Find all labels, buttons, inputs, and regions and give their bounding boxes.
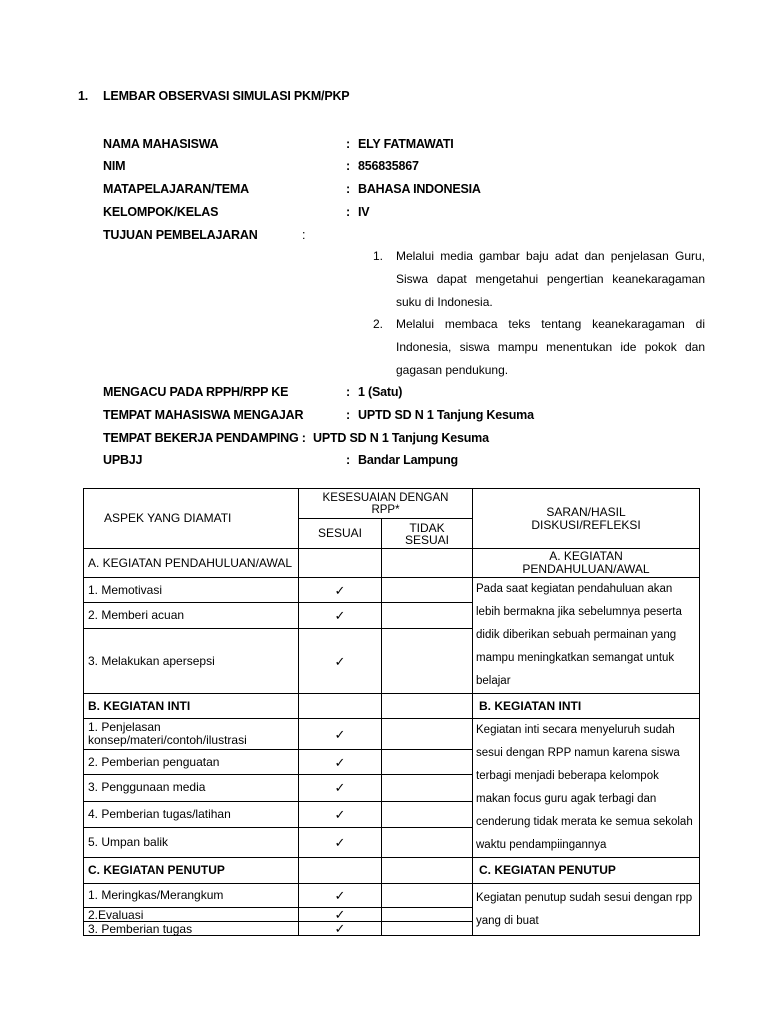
empty-cell — [382, 629, 473, 694]
sep-nama: : — [346, 137, 350, 151]
empty-cell — [382, 801, 473, 827]
label-upbjj: UPBJJ — [103, 453, 143, 467]
table-row-label: 3. Pemberian tugas — [84, 922, 299, 936]
empty-cell — [382, 908, 473, 922]
objective-number: 2. — [373, 317, 384, 331]
value-tempat-mengajar: UPTD SD N 1 Tanjung Kesuma — [358, 408, 534, 422]
objective-text: Melalui membaca teks tentang keanekaragaman di Indonesia, siswa mampu menentukan ide pokok dan gagasan pendukung. — [396, 317, 705, 377]
header-tidak-sesuai: TIDAK SESUAI — [382, 519, 473, 549]
section-c-saran-title: C. KEGIATAN PENUTUP — [473, 858, 700, 884]
value-nim: 856835867 — [358, 159, 419, 173]
table-row-label: 1. Penjelasan konsep/materi/contoh/ilustrasi — [84, 719, 299, 750]
objective-number: 1. — [373, 249, 384, 263]
value-nama: ELY FATMAWATI — [358, 137, 454, 151]
empty-cell — [299, 858, 382, 884]
sep-kelas: : — [346, 205, 350, 219]
section-a-title: A. KEGIATAN PENDAHULUAN/AWAL — [84, 549, 299, 578]
empty-cell — [382, 858, 473, 884]
label-rpp: MENGACU PADA RPPH/RPP KE — [103, 385, 289, 399]
sep-tempat-mengajar: : — [346, 408, 350, 422]
table-row-label: 2.Evaluasi — [84, 908, 299, 922]
observation-table — [83, 488, 700, 936]
sep-nim: : — [346, 159, 350, 173]
sep-rpp: : — [346, 385, 350, 399]
sep-mapel: : — [346, 182, 350, 196]
label-nim: NIM — [103, 159, 126, 173]
label-mapel: MATAPELAJARAN/TEMA — [103, 182, 249, 196]
section-b-title: B. KEGIATAN INTI — [84, 694, 299, 719]
check-icon: ✓ — [299, 719, 382, 750]
objective-item — [373, 245, 705, 314]
value-rpp: 1 (Satu) — [358, 385, 403, 399]
section-c-saran: Kegiatan penutup sudah sesui dengan rpp yang di buat — [473, 884, 700, 936]
empty-cell — [299, 694, 382, 719]
label-kelas: KELOMPOK/KELAS — [103, 205, 219, 219]
label-tempat-pendamping: TEMPAT BEKERJA PENDAMPING : — [103, 431, 306, 445]
label-tempat-mengajar: TEMPAT MAHASISWA MENGAJAR — [103, 408, 304, 422]
section-b-saran-title: B. KEGIATAN INTI — [473, 694, 700, 719]
header-sesuai: SESUAI — [299, 519, 382, 549]
empty-cell — [382, 827, 473, 857]
page-title: LEMBAR OBSERVASI SIMULASI PKM/PKP — [103, 89, 350, 103]
section-b-saran: Kegiatan inti secara menyeluruh sudah sesui dengan RPP namun karena siswa terbagi menjadi beberapa kelompok makan focus guru agak terbagi dan cenderung tidak merata ke semua sekolah waktu pendampiingannya — [473, 719, 700, 858]
check-icon: ✓ — [299, 750, 382, 775]
table-row-label: 2. Memberi acuan — [84, 603, 299, 629]
table-row-label: 4. Pemberian tugas/latihan — [84, 801, 299, 827]
value-mapel: BAHASA INDONESIA — [358, 182, 481, 196]
empty-cell — [382, 603, 473, 629]
empty-cell — [382, 549, 473, 578]
section-c-title: C. KEGIATAN PENUTUP — [84, 858, 299, 884]
empty-cell — [382, 694, 473, 719]
table-row-label: 2. Pemberian penguatan — [84, 750, 299, 775]
empty-cell — [382, 719, 473, 750]
check-icon: ✓ — [299, 827, 382, 857]
table-row-label: 1. Memotivasi — [84, 578, 299, 603]
check-icon: ✓ — [299, 775, 382, 801]
table-row-label: 5. Umpan balik — [84, 827, 299, 857]
table-row-label: 3. Penggunaan media — [84, 775, 299, 801]
section-number: 1. — [78, 89, 89, 103]
table-row-label: 3. Melakukan apersepsi — [84, 629, 299, 694]
header-kesesuaian: KESESUAIAN DENGAN RPP* — [299, 489, 473, 519]
check-icon: ✓ — [299, 801, 382, 827]
objective-item — [373, 313, 705, 382]
section-a-saran-title: A. KEGIATAN PENDAHULUAN/AWAL — [473, 549, 700, 578]
value-tempat-pendamping: UPTD SD N 1 Tanjung Kesuma — [313, 431, 489, 445]
header-saran: SARAN/HASIL DISKUSI/REFLEKSI — [473, 489, 700, 549]
empty-cell — [382, 750, 473, 775]
empty-cell — [299, 549, 382, 578]
sep-tujuan: : — [302, 228, 306, 242]
value-kelas: IV — [358, 205, 370, 219]
empty-cell — [382, 922, 473, 936]
label-nama: NAMA MAHASISWA — [103, 137, 219, 151]
empty-cell — [382, 884, 473, 908]
check-icon: ✓ — [299, 884, 382, 908]
check-icon: ✓ — [299, 629, 382, 694]
check-icon: ✓ — [299, 578, 382, 603]
sep-upbjj: : — [346, 453, 350, 467]
header-aspek: ASPEK YANG DIAMATI — [84, 489, 299, 549]
check-icon: ✓ — [299, 922, 382, 936]
label-tujuan: TUJUAN PEMBELAJARAN — [103, 228, 258, 242]
value-upbjj: Bandar Lampung — [358, 453, 458, 467]
objective-text: Melalui media gambar baju adat dan penjelasan Guru, Siswa dapat mengetahui pengertian keanekaragaman suku di Indonesia. — [396, 249, 705, 309]
section-a-saran: Pada saat kegiatan pendahuluan akan lebih bermakna jika sebelumnya peserta didik diberikan sebuah permainan yang mampu meningkatkan semangat untuk belajar — [473, 578, 700, 694]
check-icon: ✓ — [299, 603, 382, 629]
empty-cell — [382, 775, 473, 801]
table-row-label: 1. Meringkas/Merangkum — [84, 884, 299, 908]
empty-cell — [382, 578, 473, 603]
check-icon: ✓ — [299, 908, 382, 922]
